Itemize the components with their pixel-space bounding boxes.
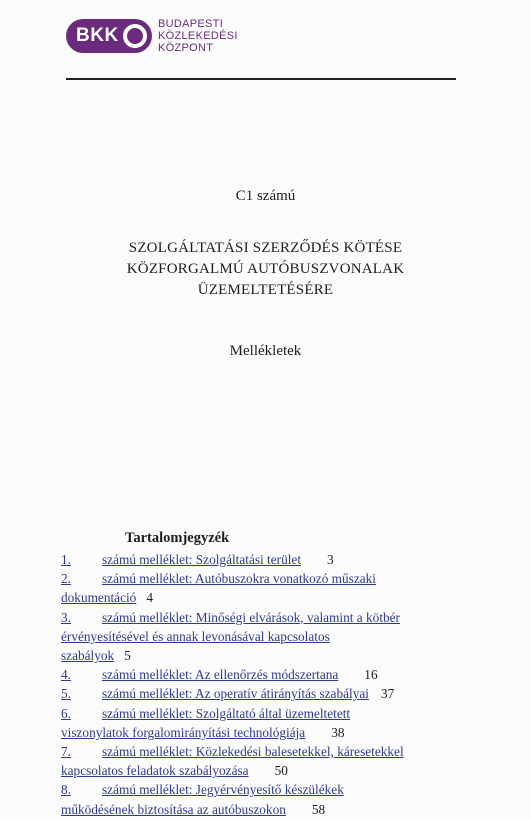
- toc-entry-line: [61, 627, 461, 646]
- toc-entry-page-number: 50: [274, 763, 288, 779]
- organization-name: [158, 18, 238, 54]
- toc-entry-title-link[interactable]: érvényesítésével és annak levonásával kapcsolatos: [61, 628, 330, 644]
- toc-entry-line: [61, 684, 461, 703]
- toc-entry-line: [61, 723, 461, 742]
- toc-entry-title-link[interactable]: viszonylatok forgalomirányítási technológiája: [61, 724, 306, 740]
- toc-entry-number-link[interactable]: 1.: [61, 552, 71, 567]
- toc-entry-title-link[interactable]: dokumentáció: [61, 590, 137, 606]
- toc-entry-line: [61, 665, 461, 684]
- toc-list: [61, 550, 461, 819]
- document-title: [0, 238, 531, 301]
- toc-entry-line: [61, 550, 461, 569]
- org-line-3: KÖZPONT: [158, 42, 214, 54]
- toc-entry-page-number: 5: [124, 648, 131, 664]
- toc-entry-title-link[interactable]: számú melléklet: Az ellenőrzés módszertana: [102, 667, 339, 683]
- toc-entry-line: [61, 588, 461, 607]
- title-line: ÜZEMELTETÉSÉRE: [197, 282, 334, 298]
- title-line: KÖZFORGALMÚ AUTÓBUSZVONALAK: [126, 261, 405, 277]
- toc-entry-line: [61, 646, 461, 665]
- toc-entry-title-link[interactable]: számú melléklet: Jegyérvényesítő készülékek: [102, 782, 344, 798]
- toc-entry-title-link[interactable]: számú melléklet: Az operatív átirányítás szabályai: [102, 686, 369, 702]
- toc-entry-title-link[interactable]: számú melléklet: Minőségi elvárások, valamint a kötbér: [102, 609, 400, 625]
- toc-entry-line: [61, 742, 461, 761]
- toc-entry-page-number: 16: [364, 667, 378, 683]
- toc-entry-title-link[interactable]: számú melléklet: Szolgáltatási terület: [102, 552, 302, 567]
- logo-badge: [66, 19, 152, 53]
- org-line-2: KÖZLEKEDÉSI: [158, 30, 238, 42]
- toc-entry-line: [61, 780, 461, 799]
- toc-entry-page-number: 3: [327, 552, 334, 567]
- toc-entry-title-link[interactable]: kapcsolatos feladatok szabályozása: [61, 763, 249, 779]
- document-subtitle: Mellékletek: [229, 343, 302, 359]
- toc-heading: Tartalomjegyzék: [125, 530, 230, 546]
- bkk-logo: [66, 18, 238, 54]
- toc-entry-title-link[interactable]: számú melléklet: Közlekedési balesetekkel, káresetekkel: [102, 744, 404, 760]
- toc-entry-line: [61, 704, 461, 723]
- toc-entry-number-link[interactable]: 7.: [61, 744, 71, 760]
- toc-entry-line: [61, 608, 461, 627]
- toc-entry-title-link[interactable]: számú melléklet: Autóbuszokra vonatkozó műszaki: [102, 571, 376, 587]
- toc-entry-page-number: 38: [331, 724, 345, 740]
- logo-text: BKK: [76, 25, 119, 46]
- toc-entry-number-link[interactable]: 2.: [61, 571, 71, 587]
- toc-entry-page-number: 58: [311, 801, 326, 817]
- toc-entry-line: [61, 569, 461, 588]
- table-of-contents: [61, 530, 461, 819]
- toc-entry-title-link[interactable]: számú melléklet: Szolgáltató által üzemeltetett: [102, 705, 351, 721]
- toc-entry-number-link[interactable]: 6.: [61, 705, 71, 721]
- toc-entry-number-link[interactable]: 3.: [61, 609, 71, 625]
- toc-entry-page-number: 37: [380, 686, 395, 702]
- org-line-1: BUDAPESTI: [158, 18, 224, 30]
- title-line: SZOLGÁLTATÁSI SZERZŐDÉS KÖTÉSE: [128, 240, 403, 256]
- header-divider: [66, 78, 456, 80]
- toc-entry-number-link[interactable]: 8.: [61, 782, 71, 798]
- toc-entry-line: [61, 800, 461, 819]
- toc-entry-number-link[interactable]: 4.: [61, 667, 71, 683]
- toc-entry-line: [61, 761, 461, 780]
- toc-entry-number-link[interactable]: 5.: [61, 686, 71, 702]
- document-number: C1 számú: [235, 188, 296, 204]
- logo-ring-icon: [123, 24, 147, 48]
- toc-entry-title-link[interactable]: működésének biztosítása az autóbuszokon: [61, 801, 286, 817]
- toc-entry-title-link[interactable]: szabályok: [61, 648, 115, 664]
- toc-entry-page-number: 4: [146, 590, 153, 606]
